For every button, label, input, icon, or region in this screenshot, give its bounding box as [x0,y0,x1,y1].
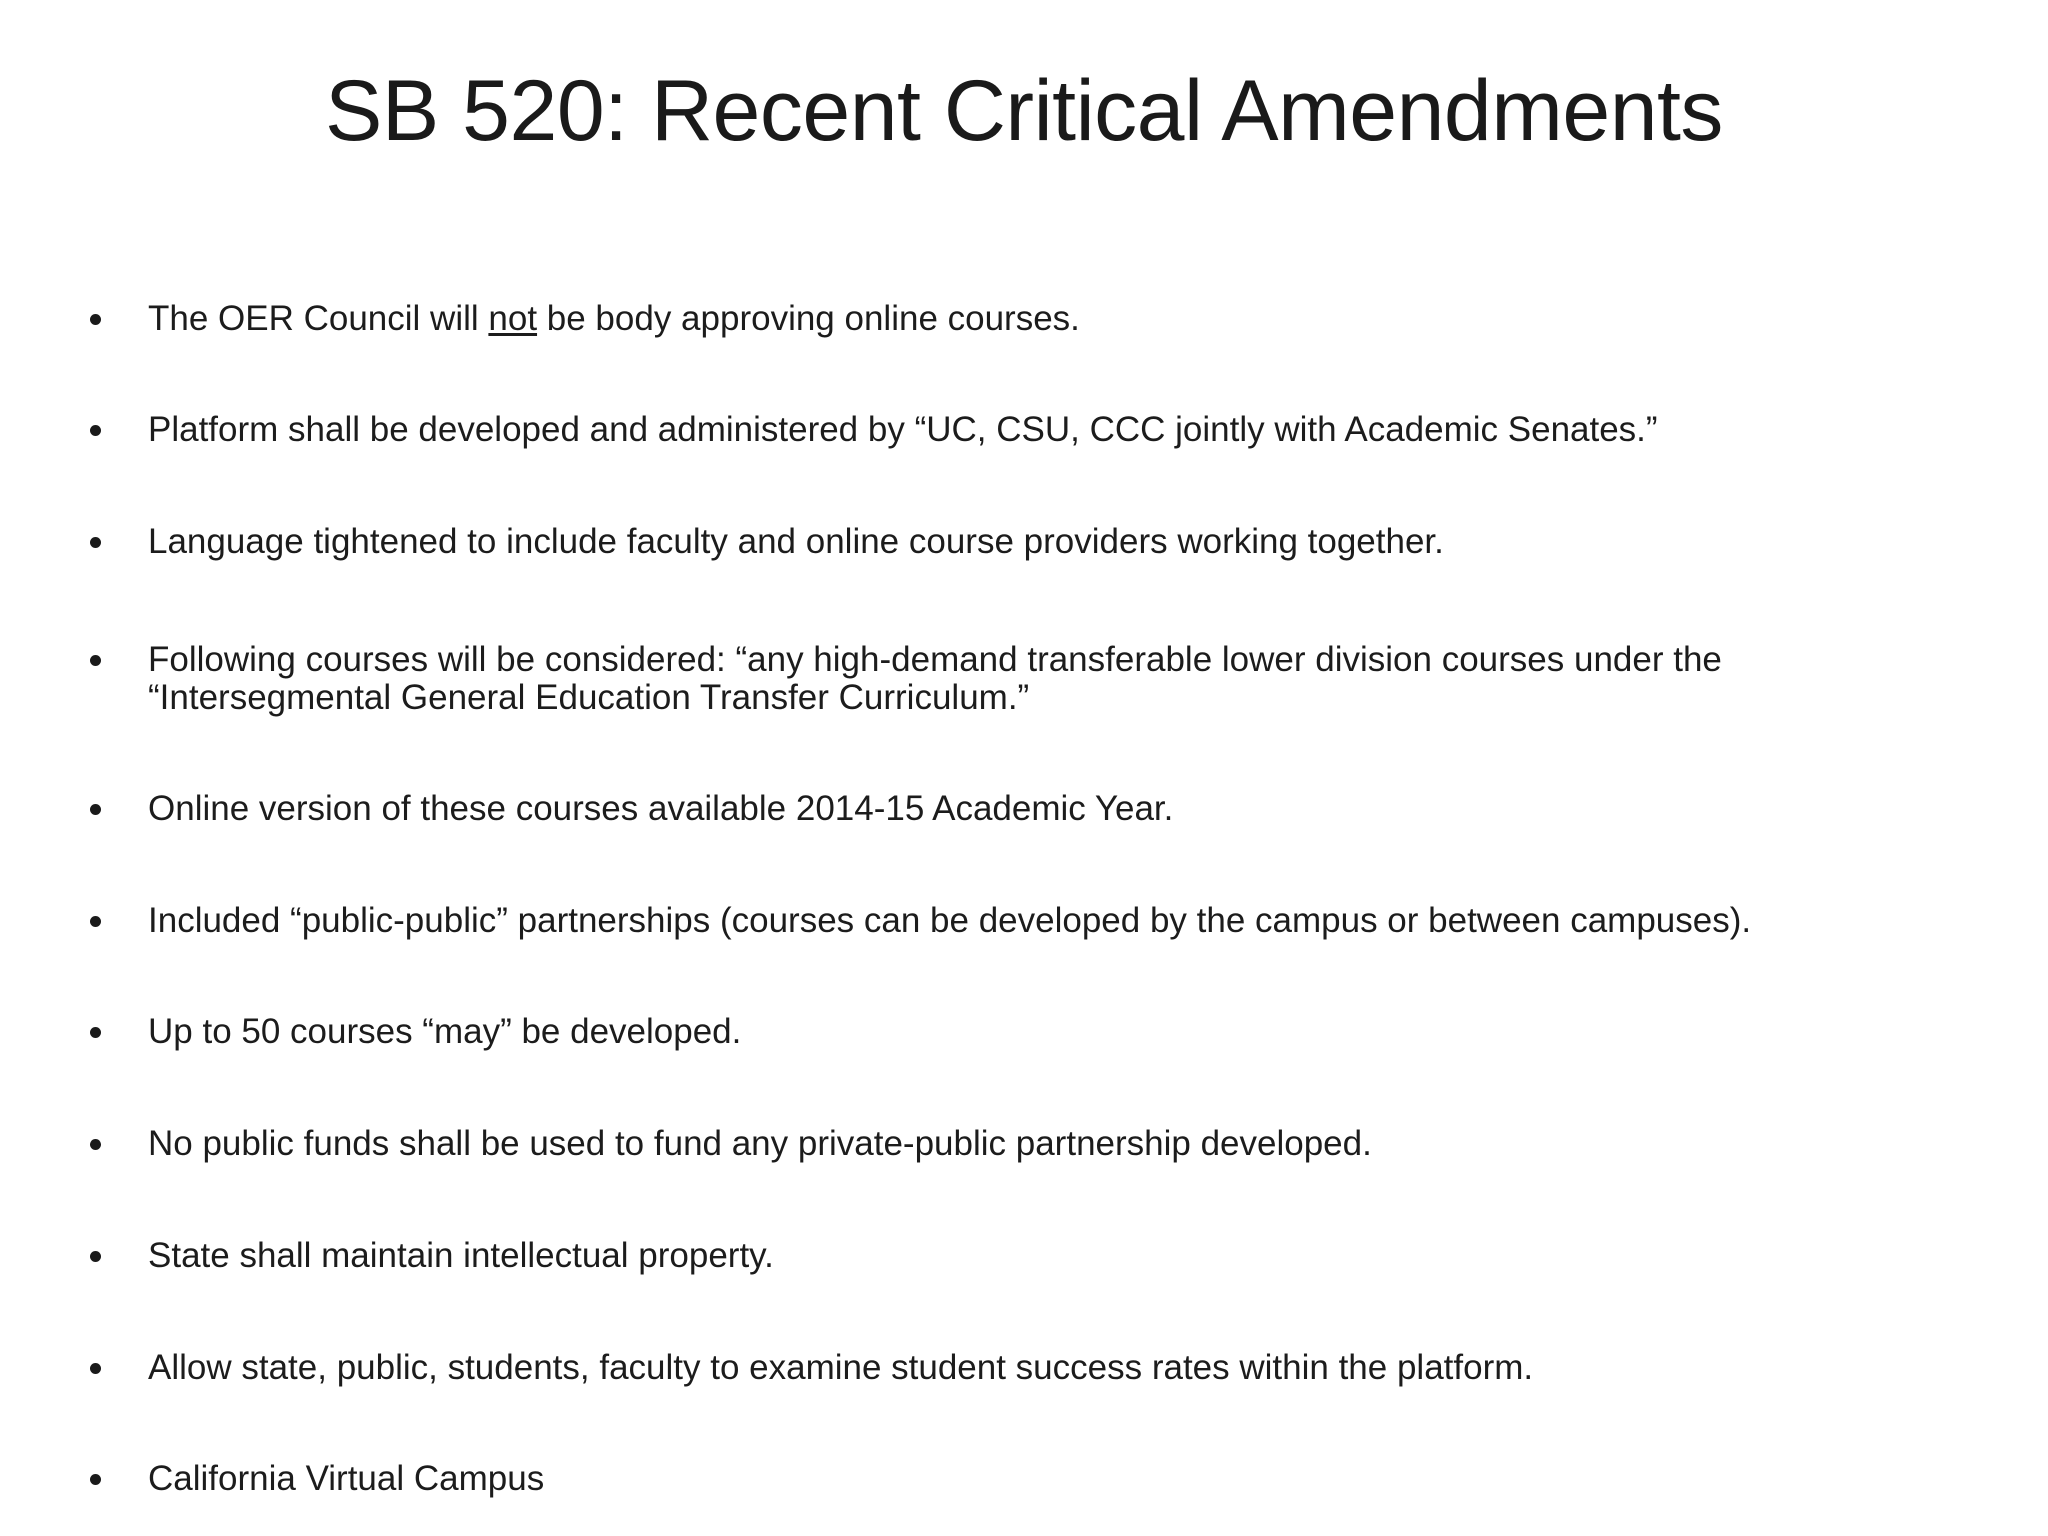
bullet-dot-icon [90,537,101,548]
bullet-dot-icon [90,804,101,815]
bullet-text-segment: be body approving online courses. [537,299,1080,338]
bullet-dot-icon [90,1139,101,1150]
bullet-text: Language tightened to include faculty and online course providers working together. [148,522,1444,561]
bullet-dot-icon [90,1251,101,1262]
bullet-dot-icon [90,655,101,666]
bullet-text: State shall maintain intellectual property. [148,1236,774,1275]
bullet-dot-icon [90,425,101,436]
bullet-text-line: “Intersegmental General Education Transfer Curriculum.” [148,678,1030,717]
slide-title: SB 520: Recent Critical Amendments [325,63,1723,159]
bullet-dot-icon [90,1363,101,1374]
bullet-text: Up to 50 courses “may” be developed. [148,1012,742,1051]
bullet-text-segment: The OER Council will [148,299,489,338]
bullet-dot-icon [90,314,101,325]
bullet-dot-icon [90,1027,101,1038]
bullet-dot-icon [90,1474,101,1485]
bullet-text: California Virtual Campus [148,1459,545,1498]
bullet-text [148,641,2008,717]
bullet-text: Platform shall be developed and administered by “UC, CSU, CCC jointly with Academic Senates.” [148,410,1658,449]
bullet-text: No public funds shall be used to fund any private-public partnership developed. [148,1124,1372,1163]
bullet-text [148,300,2008,338]
bullet-dot-icon [90,916,101,927]
bullet-emphasis: not [488,299,538,338]
bullet-text: Allow state, public, students, faculty to examine student success rates within the platform. [148,1348,1534,1387]
bullet-text-line: Following courses will be considered: “any high-demand transferable lower division courses under the [148,640,1722,679]
bullet-text: Included “public-public” partnerships (courses can be developed by the campus or between campuses). [148,901,1752,940]
bullet-text: Online version of these courses available 2014-15 Academic Year. [148,789,1174,828]
